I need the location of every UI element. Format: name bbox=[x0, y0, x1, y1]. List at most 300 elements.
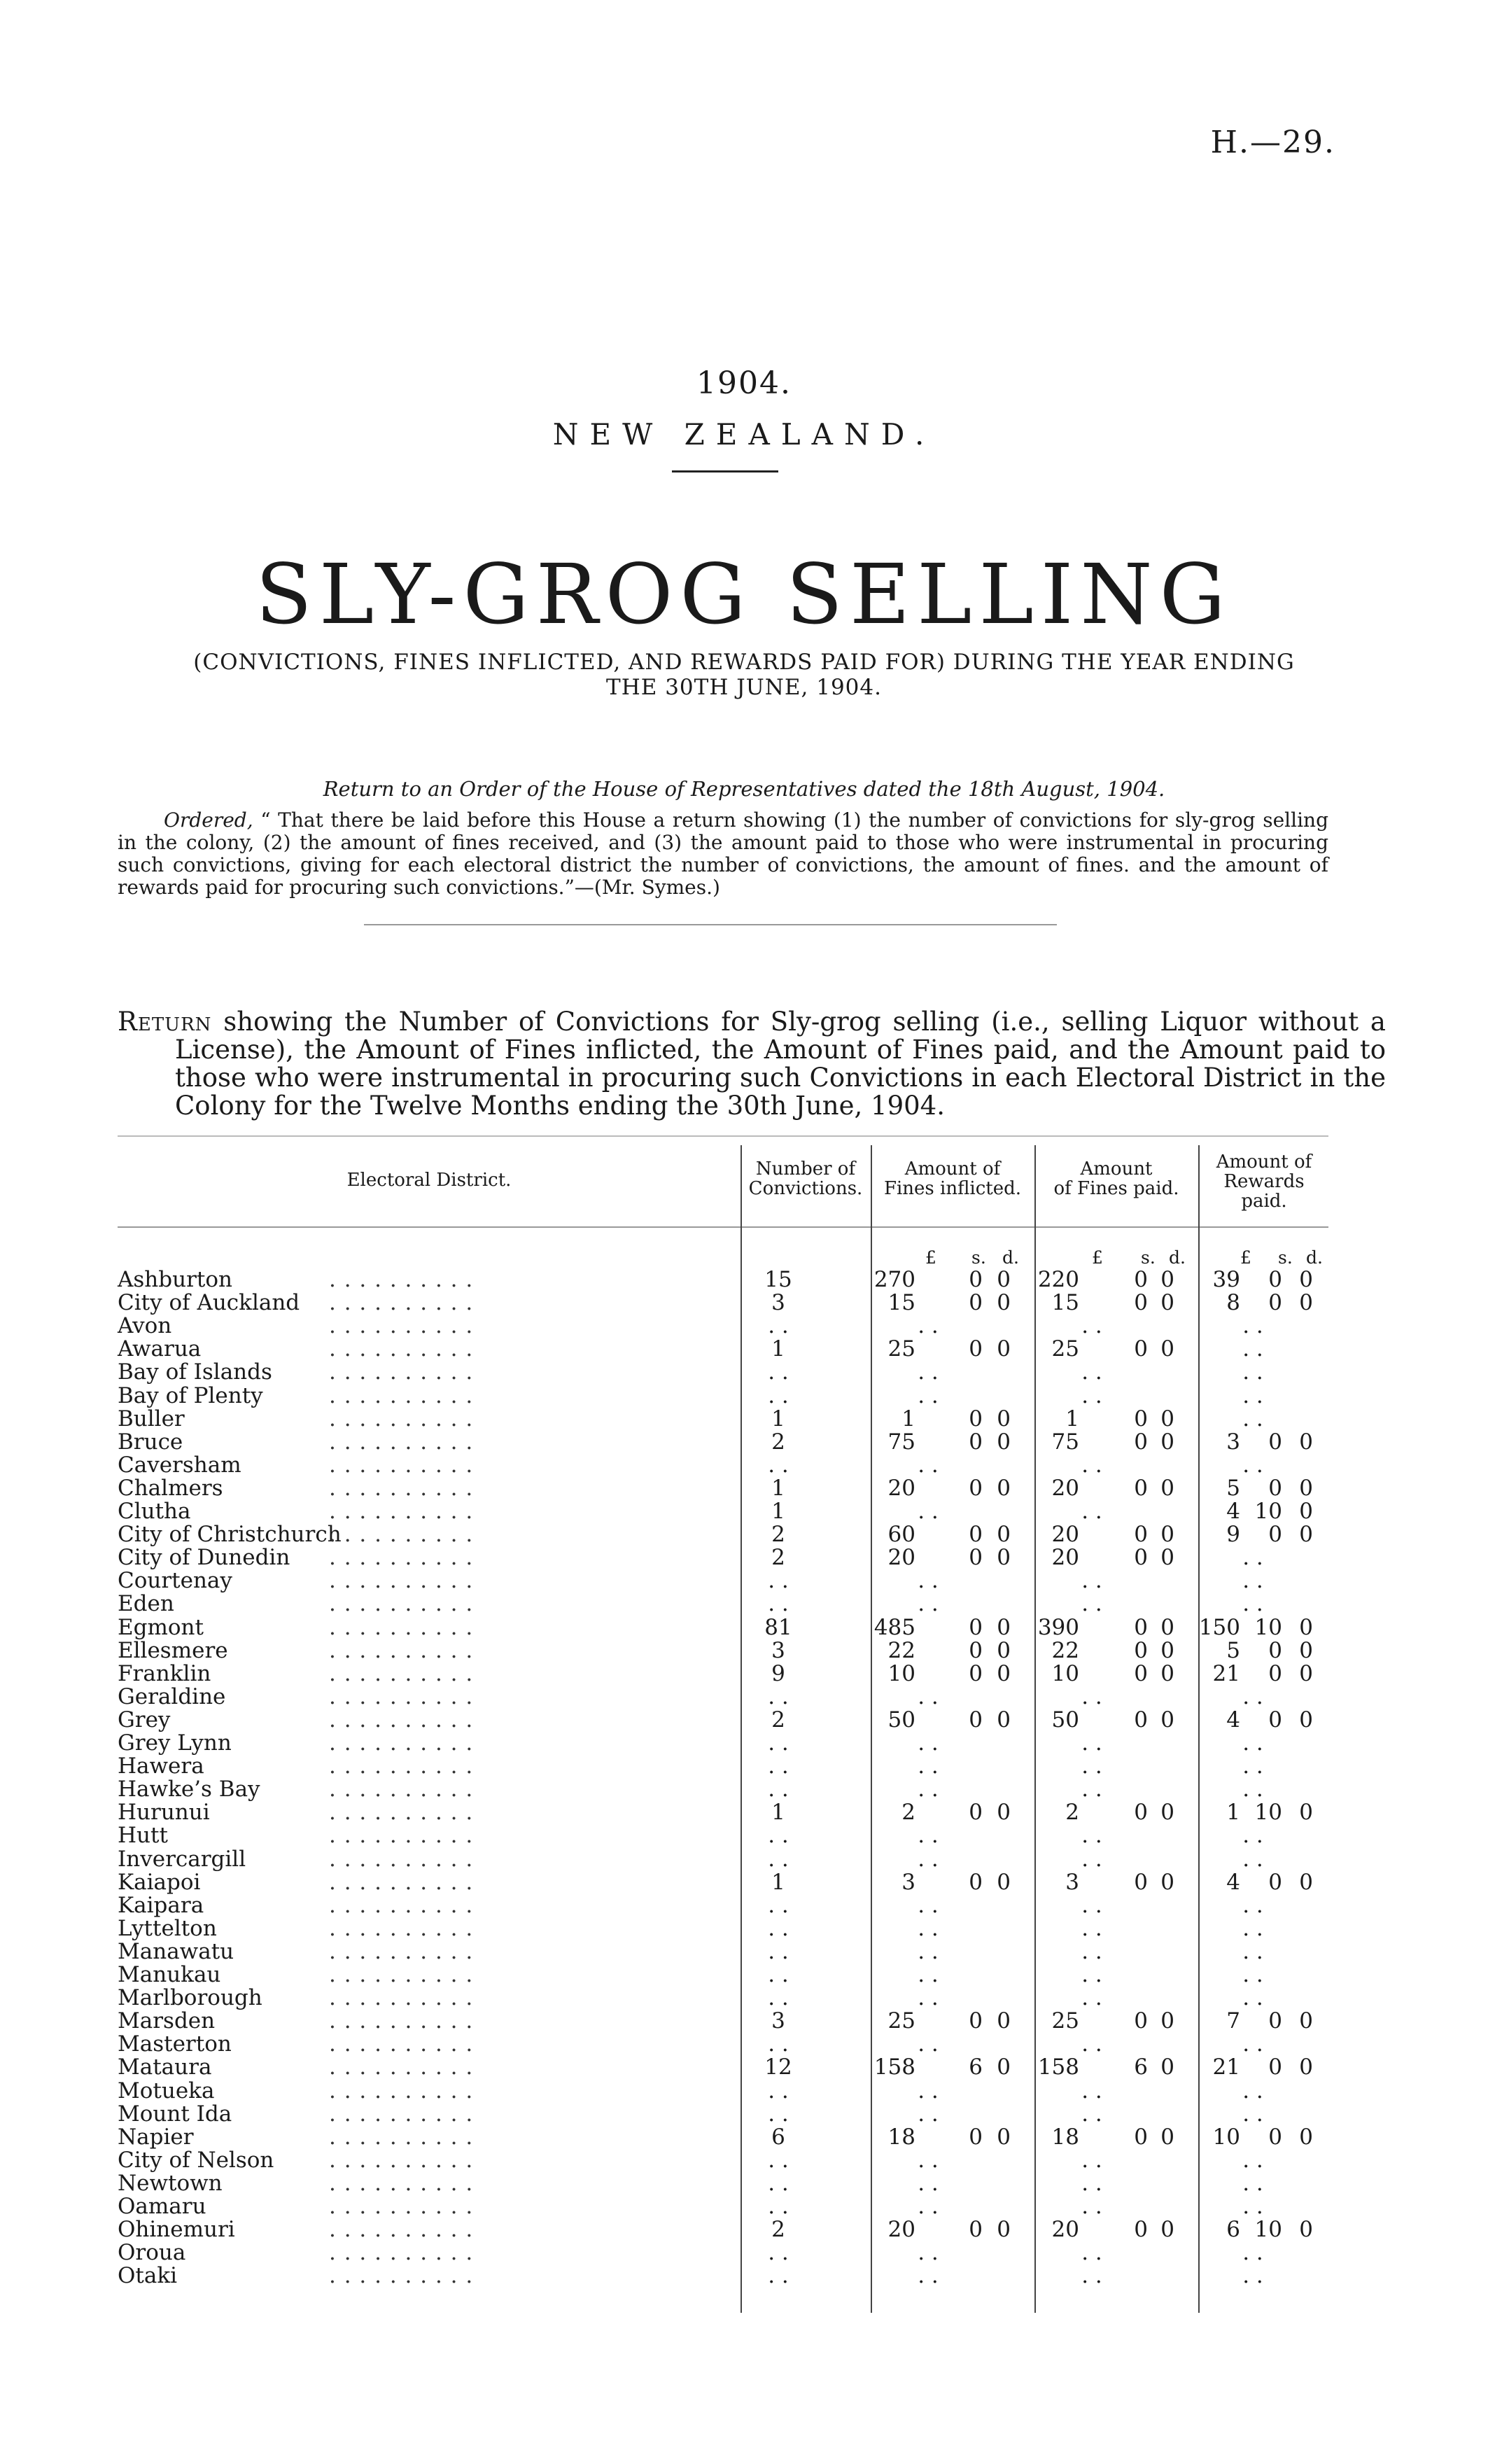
header-rewards-line-1: Amount of bbox=[1216, 1152, 1312, 1172]
dot-leader: . . . . . . . . . . bbox=[329, 1452, 474, 1478]
convictions-cell: 6 bbox=[771, 2124, 785, 2150]
paid-shillings: 0 bbox=[1134, 1406, 1148, 1432]
table-row bbox=[118, 1894, 1328, 1917]
paid-empty: . . bbox=[1081, 2078, 1102, 2104]
paid-pounds: 1 bbox=[1065, 1406, 1079, 1432]
rewards-empty: . . bbox=[1242, 2101, 1263, 2127]
convictions-cell: . . bbox=[768, 1452, 789, 1478]
rewards-pounds: 150 bbox=[1198, 1615, 1240, 1640]
table-row bbox=[118, 1778, 1328, 1801]
paid-empty: . . bbox=[1081, 1754, 1102, 1779]
convictions-cell: 2 bbox=[771, 1522, 785, 1547]
rewards-pounds: 39 bbox=[1212, 1267, 1240, 1292]
table-row bbox=[118, 1801, 1328, 1824]
rewards-shillings: 0 bbox=[1268, 1267, 1282, 1292]
paid-empty: . . bbox=[1081, 1962, 1102, 1987]
fines-shillings: 6 bbox=[969, 2054, 983, 2080]
fines-empty: . . bbox=[918, 2171, 939, 2196]
dot-leader: . . . . . . . . . . bbox=[329, 1707, 474, 1732]
convictions-cell: . . bbox=[768, 1730, 789, 1756]
rewards-pounds: 4 bbox=[1226, 1499, 1240, 1524]
paid-empty: . . bbox=[1081, 1568, 1102, 1593]
table-row bbox=[118, 2080, 1328, 2103]
header-fines-line-2: Fines inflicted. bbox=[883, 1178, 1022, 1199]
paid-empty: . . bbox=[1081, 2101, 1102, 2127]
paid-empty: . . bbox=[1081, 1730, 1102, 1756]
paid-empty: . . bbox=[1081, 1847, 1102, 1872]
paid-pounds: 220 bbox=[1037, 1267, 1079, 1292]
rewards-empty: . . bbox=[1242, 1313, 1263, 1338]
table-row bbox=[118, 1477, 1328, 1500]
header-convictions-line-1: Number of bbox=[755, 1158, 856, 1180]
rewards-shillings: 10 bbox=[1254, 1800, 1282, 1825]
rewards-empty: . . bbox=[1242, 1684, 1263, 1709]
rewards-empty: . . bbox=[1242, 1359, 1263, 1385]
paid-pounds: 390 bbox=[1037, 1615, 1079, 1640]
table-row bbox=[118, 2264, 1328, 2288]
page-title: SLY-GROG SELLING bbox=[255, 546, 1233, 643]
fines-shillings: 0 bbox=[969, 1615, 983, 1640]
fines-shillings: 0 bbox=[969, 1406, 983, 1432]
dot-leader: . . . . . . . . . . bbox=[329, 1499, 474, 1524]
rewards-pence: 0 bbox=[1299, 1522, 1313, 1547]
rewards-shillings: 0 bbox=[1268, 1429, 1282, 1455]
fines-pounds: 25 bbox=[887, 2008, 915, 2033]
rewards-pence: 0 bbox=[1299, 1800, 1313, 1825]
rewards-empty: . . bbox=[1242, 2171, 1263, 2196]
fines-shillings: 0 bbox=[969, 1707, 983, 1732]
paid-pence: 0 bbox=[1160, 1336, 1174, 1362]
rewards-pence: 0 bbox=[1299, 1290, 1313, 1315]
rewards-empty: . . bbox=[1242, 2263, 1263, 2288]
table-row bbox=[118, 1616, 1328, 1639]
fines-pence: 0 bbox=[997, 2124, 1011, 2150]
dot-leader: . . . . . . . . . . bbox=[329, 1916, 474, 1941]
district-name: Ashburton bbox=[118, 1267, 232, 1292]
paid-shillings: 0 bbox=[1134, 1429, 1148, 1455]
fines-shillings: 0 bbox=[969, 1290, 983, 1315]
convictions-cell: . . bbox=[768, 2263, 789, 2288]
rewards-pence: 0 bbox=[1299, 1638, 1313, 1663]
dot-leader: . . . . . . . . . . bbox=[329, 1522, 474, 1547]
fines-empty: . . bbox=[918, 1383, 939, 1408]
dot-leader: . . . . . . . . . . bbox=[329, 2194, 474, 2219]
header-rewards-line-3: paid. bbox=[1241, 1191, 1287, 1212]
district-name: Masterton bbox=[118, 2031, 232, 2057]
paid-shilling-unit: s. bbox=[1141, 1247, 1156, 1268]
rewards-empty: . . bbox=[1242, 1754, 1263, 1779]
dot-leader: . . . . . . . . . . bbox=[329, 2240, 474, 2265]
paid-shillings: 0 bbox=[1134, 2008, 1148, 2033]
convictions-cell: . . bbox=[768, 1359, 789, 1385]
rewards-pence: 0 bbox=[1299, 1267, 1313, 1292]
convictions-cell: 1 bbox=[771, 1800, 785, 1825]
table-row bbox=[118, 1523, 1328, 1546]
district-name: Geraldine bbox=[118, 1684, 226, 1709]
paid-pounds: 20 bbox=[1051, 1476, 1079, 1501]
paid-empty: . . bbox=[1081, 1939, 1102, 1964]
dot-leader: . . . . . . . . . . bbox=[329, 2217, 474, 2242]
district-name: Lyttelton bbox=[118, 1916, 217, 1941]
fines-pounds: 15 bbox=[887, 1290, 915, 1315]
district-name: Franklin bbox=[118, 1661, 211, 1686]
fines-pence: 0 bbox=[997, 1267, 1011, 1292]
paid-empty: . . bbox=[1081, 1359, 1102, 1385]
district-name: Ellesmere bbox=[118, 1638, 228, 1663]
paid-pence-unit: d. bbox=[1169, 1247, 1186, 1268]
paid-empty: . . bbox=[1081, 2194, 1102, 2219]
paid-pounds: 20 bbox=[1051, 1545, 1079, 1570]
rewards-shillings: 0 bbox=[1268, 1522, 1282, 1547]
fines-pounds: 1 bbox=[901, 1406, 915, 1432]
fines-empty: . . bbox=[918, 1754, 939, 1779]
district-name: Buller bbox=[118, 1406, 185, 1432]
table-row bbox=[118, 1408, 1328, 1431]
rewards-shillings: 0 bbox=[1268, 1707, 1282, 1732]
rewards-pence: 0 bbox=[1299, 1661, 1313, 1686]
paid-empty: . . bbox=[1081, 1985, 1102, 2010]
paid-pence: 0 bbox=[1160, 2008, 1174, 2033]
header-electoral-district: Electoral District. bbox=[346, 1170, 512, 1191]
rewards-empty: . . bbox=[1242, 1336, 1263, 1362]
paid-pence: 0 bbox=[1160, 1267, 1174, 1292]
document-reference: H.—29. bbox=[1210, 125, 1335, 160]
paid-empty: . . bbox=[1081, 2148, 1102, 2173]
paid-empty: . . bbox=[1081, 2263, 1102, 2288]
order-heading: Return to an Order of the House of Representatives dated the 18th August, 1904. bbox=[323, 777, 1165, 801]
paid-pence: 0 bbox=[1160, 1476, 1174, 1501]
table-row bbox=[118, 2172, 1328, 2195]
district-name: City of Christchurch bbox=[118, 1522, 342, 1547]
district-name: Ohinemuri bbox=[118, 2217, 235, 2242]
dot-leader: . . . . . . . . . . bbox=[329, 1939, 474, 1964]
rewards-empty: . . bbox=[1242, 1962, 1263, 1987]
convictions-cell: 2 bbox=[771, 1707, 785, 1732]
district-name: City of Nelson bbox=[118, 2148, 274, 2173]
rewards-shillings: 0 bbox=[1268, 2124, 1282, 2150]
district-name: Mount Ida bbox=[118, 2101, 232, 2127]
table-row bbox=[118, 2103, 1328, 2126]
fines-pounds: 22 bbox=[887, 1638, 915, 1663]
fines-empty: . . bbox=[918, 1985, 939, 2010]
district-name: Motueka bbox=[118, 2078, 215, 2104]
fines-pence-unit: d. bbox=[1002, 1247, 1019, 1268]
convictions-cell: 3 bbox=[771, 1290, 785, 1315]
paid-pounds: 50 bbox=[1051, 1707, 1079, 1732]
fines-pence: 0 bbox=[997, 1870, 1011, 1895]
district-name: Mataura bbox=[118, 2054, 212, 2080]
rewards-pounds: 1 bbox=[1226, 1800, 1240, 1825]
header-fines-paid bbox=[1036, 1159, 1197, 1198]
table-row bbox=[118, 2218, 1328, 2241]
fines-pounds: 50 bbox=[887, 1707, 915, 1732]
table-row bbox=[118, 1569, 1328, 1592]
district-name: Grey Lynn bbox=[118, 1730, 232, 1756]
convictions-cell: 15 bbox=[764, 1267, 792, 1292]
fines-empty: . . bbox=[918, 1591, 939, 1616]
convictions-cell: . . bbox=[768, 2171, 789, 2196]
dot-leader: . . . . . . . . . . bbox=[329, 1545, 474, 1570]
district-name: Napier bbox=[118, 2124, 194, 2150]
header-convictions bbox=[742, 1159, 869, 1198]
district-name: Oamaru bbox=[118, 2194, 206, 2219]
convictions-cell: . . bbox=[768, 1985, 789, 2010]
paid-empty: . . bbox=[1081, 1916, 1102, 1941]
header-rewards-paid bbox=[1200, 1152, 1328, 1211]
paid-shillings: 0 bbox=[1134, 1661, 1148, 1686]
fines-pence: 0 bbox=[997, 1615, 1011, 1640]
convictions-cell: . . bbox=[768, 1893, 789, 1918]
header-rewards-line-2: Rewards bbox=[1223, 1171, 1305, 1192]
dot-leader: . . . . . . . . . . bbox=[329, 1476, 474, 1501]
convictions-cell: . . bbox=[768, 2078, 789, 2104]
fines-pence: 0 bbox=[997, 2008, 1011, 2033]
table-row bbox=[118, 1500, 1328, 1523]
table-row bbox=[118, 1361, 1328, 1384]
fines-empty: . . bbox=[918, 2194, 939, 2219]
paid-pence: 0 bbox=[1160, 1800, 1174, 1825]
rewards-pounds: 4 bbox=[1226, 1870, 1240, 1895]
rewards-shillings: 10 bbox=[1254, 1615, 1282, 1640]
fines-empty: . . bbox=[918, 1313, 939, 1338]
rewards-pence-unit: d. bbox=[1306, 1247, 1323, 1268]
paid-shillings: 0 bbox=[1134, 1476, 1148, 1501]
paid-shillings: 0 bbox=[1134, 1267, 1148, 1292]
dot-leader: . . . . . . . . . . bbox=[329, 1313, 474, 1338]
fines-empty: . . bbox=[918, 1777, 939, 1802]
district-name: City of Auckland bbox=[118, 1290, 300, 1315]
fines-shillings: 0 bbox=[969, 1336, 983, 1362]
rewards-pounds: 5 bbox=[1226, 1476, 1240, 1501]
rewards-pound-unit: £ bbox=[1240, 1247, 1251, 1268]
table-row bbox=[118, 1454, 1328, 1477]
fines-shillings: 0 bbox=[969, 1661, 983, 1686]
fines-empty: . . bbox=[918, 2263, 939, 2288]
paid-pounds: 20 bbox=[1051, 1522, 1079, 1547]
district-name: Kaipara bbox=[118, 1893, 204, 1918]
rewards-shillings: 10 bbox=[1254, 1499, 1282, 1524]
fines-pounds: 158 bbox=[873, 2054, 915, 2080]
rewards-empty: . . bbox=[1242, 1777, 1263, 1802]
fines-pence: 0 bbox=[997, 1661, 1011, 1686]
rewards-pounds: 10 bbox=[1212, 2124, 1240, 2150]
convictions-cell: . . bbox=[768, 2194, 789, 2219]
dot-leader: . . . . . . . . . . bbox=[329, 2031, 474, 2057]
dot-leader: . . . . . . . . . . bbox=[329, 1615, 474, 1640]
paid-shillings: 0 bbox=[1134, 1336, 1148, 1362]
dot-leader: . . . . . . . . . . bbox=[329, 1870, 474, 1895]
convictions-cell: . . bbox=[768, 1939, 789, 1964]
dot-leader: . . . . . . . . . . bbox=[329, 2263, 474, 2288]
rewards-empty: . . bbox=[1242, 2078, 1263, 2104]
paid-shillings: 6 bbox=[1134, 2054, 1148, 2080]
rewards-empty: . . bbox=[1242, 1383, 1263, 1408]
fines-shillings: 0 bbox=[969, 1429, 983, 1455]
rewards-shillings: 0 bbox=[1268, 1870, 1282, 1895]
rewards-shilling-unit: s. bbox=[1278, 1247, 1293, 1268]
fines-shillings: 0 bbox=[969, 1522, 983, 1547]
dot-leader: . . . . . . . . . . bbox=[329, 1962, 474, 1987]
fines-empty: . . bbox=[918, 1939, 939, 1964]
district-name: Courtenay bbox=[118, 1568, 232, 1593]
fines-empty: . . bbox=[918, 1916, 939, 1941]
rewards-pounds: 9 bbox=[1226, 1522, 1240, 1547]
paid-pounds: 20 bbox=[1051, 2217, 1079, 2242]
paid-shillings: 0 bbox=[1134, 1638, 1148, 1663]
convictions-cell: . . bbox=[768, 1313, 789, 1338]
fines-empty: . . bbox=[918, 1359, 939, 1385]
paid-pence: 0 bbox=[1160, 2124, 1174, 2150]
year-heading: 1904. bbox=[696, 365, 792, 401]
district-name: Bay of Plenty bbox=[118, 1383, 263, 1408]
paid-empty: . . bbox=[1081, 1591, 1102, 1616]
ordered-label: Ordered, bbox=[164, 808, 253, 832]
paid-empty: . . bbox=[1081, 2171, 1102, 2196]
convictions-cell: 9 bbox=[771, 1661, 785, 1686]
paid-shillings: 0 bbox=[1134, 1545, 1148, 1570]
rewards-empty: . . bbox=[1242, 1591, 1263, 1616]
table-row bbox=[118, 2195, 1328, 2218]
dot-leader: . . . . . . . . . . bbox=[329, 1568, 474, 1593]
fines-empty: . . bbox=[918, 1823, 939, 1848]
fines-pence: 0 bbox=[997, 1522, 1011, 1547]
rewards-pence: 0 bbox=[1299, 1499, 1313, 1524]
paid-pounds: 75 bbox=[1051, 1429, 1079, 1455]
convictions-cell: . . bbox=[768, 1777, 789, 1802]
convictions-cell: 3 bbox=[771, 2008, 785, 2033]
fines-pence: 0 bbox=[997, 1707, 1011, 1732]
table-row bbox=[118, 1338, 1328, 1361]
paid-shillings: 0 bbox=[1134, 1615, 1148, 1640]
paid-pounds: 15 bbox=[1051, 1290, 1079, 1315]
paid-pounds: 25 bbox=[1051, 2008, 1079, 2033]
fines-pounds: 60 bbox=[887, 1522, 915, 1547]
district-name: Bruce bbox=[118, 1429, 183, 1455]
fines-pounds: 20 bbox=[887, 1545, 915, 1570]
rewards-shillings: 0 bbox=[1268, 1661, 1282, 1686]
rewards-pounds: 5 bbox=[1226, 1638, 1240, 1663]
fines-pounds: 25 bbox=[887, 1336, 915, 1362]
rewards-empty: . . bbox=[1242, 1568, 1263, 1593]
fines-pence: 0 bbox=[997, 1476, 1011, 1501]
fines-empty: . . bbox=[918, 1568, 939, 1593]
dot-leader: . . . . . . . . . . bbox=[329, 2124, 474, 2150]
paid-shillings: 0 bbox=[1134, 1290, 1148, 1315]
rewards-pence: 0 bbox=[1299, 2124, 1313, 2150]
table-row bbox=[118, 1292, 1328, 1315]
fines-shillings: 0 bbox=[969, 2217, 983, 2242]
paid-pounds: 158 bbox=[1037, 2054, 1079, 2080]
fines-pounds: 18 bbox=[887, 2124, 915, 2150]
fines-pounds: 270 bbox=[873, 1267, 915, 1292]
fines-shillings: 0 bbox=[969, 2124, 983, 2150]
paid-empty: . . bbox=[1081, 1313, 1102, 1338]
paid-pence: 0 bbox=[1160, 1429, 1174, 1455]
district-name: Awarua bbox=[118, 1336, 202, 1362]
fines-pence: 0 bbox=[997, 1545, 1011, 1570]
fines-pence: 0 bbox=[997, 2217, 1011, 2242]
table-row bbox=[118, 1848, 1328, 1871]
fines-empty: . . bbox=[918, 1452, 939, 1478]
convictions-cell: 1 bbox=[771, 1499, 785, 1524]
dot-leader: . . . . . . . . . . bbox=[329, 1847, 474, 1872]
dot-leader: . . . . . . . . . . bbox=[329, 1754, 474, 1779]
paid-empty: . . bbox=[1081, 1684, 1102, 1709]
convictions-cell: . . bbox=[768, 2148, 789, 2173]
rewards-empty: . . bbox=[1242, 2148, 1263, 2173]
dot-leader: . . . . . . . . . . bbox=[329, 1985, 474, 2010]
subtitle-line-1: (CONVICTIONS, FINES INFLICTED, AND REWARDS PAID FOR) DURING THE YEAR ENDING bbox=[193, 650, 1295, 675]
order-body bbox=[118, 809, 1328, 899]
convictions-cell: 1 bbox=[771, 1336, 785, 1362]
paid-pound-unit: £ bbox=[1092, 1247, 1103, 1268]
paid-empty: . . bbox=[1081, 1452, 1102, 1478]
rewards-pence: 0 bbox=[1299, 1870, 1313, 1895]
table-row bbox=[118, 2126, 1328, 2149]
table-row bbox=[118, 1431, 1328, 1454]
table-row bbox=[118, 2056, 1328, 2079]
fines-pounds: 20 bbox=[887, 2217, 915, 2242]
district-name: Invercargill bbox=[118, 1847, 246, 1872]
convictions-cell: . . bbox=[768, 2031, 789, 2057]
fines-pence: 0 bbox=[997, 1290, 1011, 1315]
table-row bbox=[118, 1662, 1328, 1686]
convictions-cell: . . bbox=[768, 1754, 789, 1779]
table-top-rule bbox=[118, 1135, 1328, 1137]
dot-leader: . . . . . . . . . . bbox=[329, 1359, 474, 1385]
fines-pounds: 20 bbox=[887, 1476, 915, 1501]
fines-shillings: 0 bbox=[969, 1800, 983, 1825]
district-name: Hutt bbox=[118, 1823, 168, 1848]
rewards-pounds: 8 bbox=[1226, 1290, 1240, 1315]
fines-shilling-unit: s. bbox=[971, 1247, 986, 1268]
paid-pence: 0 bbox=[1160, 1615, 1174, 1640]
paid-empty: . . bbox=[1081, 1499, 1102, 1524]
rewards-pence: 0 bbox=[1299, 1615, 1313, 1640]
table-row bbox=[118, 1940, 1328, 1963]
subtitle-line-2: THE 30TH JUNE, 1904. bbox=[606, 675, 882, 700]
rewards-shillings: 0 bbox=[1268, 1638, 1282, 1663]
paid-pounds: 10 bbox=[1051, 1661, 1079, 1686]
rewards-shillings: 0 bbox=[1268, 2054, 1282, 2080]
table-row bbox=[118, 1824, 1328, 1847]
paid-pence: 0 bbox=[1160, 1870, 1174, 1895]
dot-leader: . . . . . . . . . . bbox=[329, 1684, 474, 1709]
table-row bbox=[118, 1987, 1328, 2010]
rewards-shillings: 10 bbox=[1254, 2217, 1282, 2242]
rewards-empty: . . bbox=[1242, 1916, 1263, 1941]
dot-leader: . . . . . . . . . . bbox=[329, 1730, 474, 1756]
rewards-empty: . . bbox=[1242, 1985, 1263, 2010]
table-row bbox=[118, 1917, 1328, 1940]
fines-shillings: 0 bbox=[969, 1267, 983, 1292]
paid-shillings: 0 bbox=[1134, 1522, 1148, 1547]
section-divider bbox=[364, 924, 1057, 925]
district-name: Bay of Islands bbox=[118, 1359, 272, 1385]
fines-empty: . . bbox=[918, 1847, 939, 1872]
rewards-empty: . . bbox=[1242, 1939, 1263, 1964]
rewards-shillings: 0 bbox=[1268, 1476, 1282, 1501]
convictions-cell: . . bbox=[768, 1823, 789, 1848]
dot-leader: . . . . . . . . . . bbox=[329, 2148, 474, 2173]
table-row bbox=[118, 1639, 1328, 1662]
district-name: Manawatu bbox=[118, 1939, 234, 1964]
fines-pence: 0 bbox=[997, 1638, 1011, 1663]
paid-shillings: 0 bbox=[1134, 2217, 1148, 2242]
dot-leader: . . . . . . . . . . bbox=[329, 2008, 474, 2033]
fines-empty: . . bbox=[918, 1962, 939, 1987]
title-divider bbox=[672, 470, 778, 472]
